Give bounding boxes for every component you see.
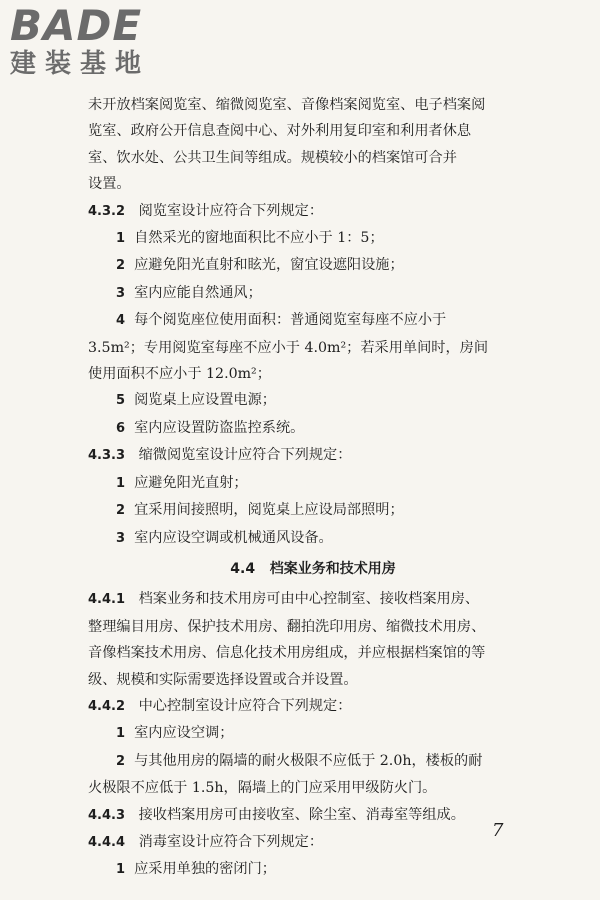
list-item bbox=[88, 470, 538, 497]
item-number: 1 bbox=[116, 862, 126, 878]
list-item bbox=[88, 720, 538, 747]
item-text: 应避免阳光直射和眩光，窗宜设遮阳设施； bbox=[134, 257, 404, 274]
clause-continuation: 级、规模和实际需要选择设置或合并设置。 bbox=[88, 671, 358, 688]
item-text: 室内应能自然通风； bbox=[134, 284, 262, 301]
clause-number: 4.4.4 bbox=[88, 834, 126, 850]
clause-text: 档案业务和技术用房可由中心控制室、接收档案用房、 bbox=[138, 591, 480, 608]
intro-line-1: 未开放档案阅览室、缩微阅览室、音像档案阅览室、电子档案阅 bbox=[88, 97, 486, 113]
clause-4-4-1 bbox=[88, 586, 538, 613]
clause-text: 阅览室设计应符合下列规定： bbox=[138, 202, 324, 219]
item-text: 自然采光的窗地面积比不应小于 1：5； bbox=[134, 230, 384, 247]
list-item bbox=[88, 497, 538, 524]
intro-line-4: 设置。 bbox=[88, 176, 131, 193]
item-text: 应采用单独的密闭门； bbox=[134, 861, 276, 878]
item-number: 5 bbox=[116, 393, 126, 409]
list-item bbox=[88, 856, 538, 883]
item-continuation: 3.5m²；专用阅览室每座不应小于 4.0m²；若采用单间时，房间 bbox=[88, 339, 489, 356]
item-number: 2 bbox=[116, 258, 126, 274]
list-item bbox=[88, 280, 538, 307]
list-item bbox=[88, 252, 538, 279]
clause-number: 4.4.2 bbox=[88, 698, 126, 714]
clause-4-3-2 bbox=[88, 198, 538, 225]
clause-number: 4.4.3 bbox=[88, 807, 126, 823]
item-text: 阅览桌上应设置电源； bbox=[134, 392, 276, 409]
clause-text: 中心控制室设计应符合下列规定： bbox=[138, 697, 352, 714]
clause-4-4-2 bbox=[88, 693, 538, 720]
item-number: 6 bbox=[116, 420, 126, 436]
list-item bbox=[88, 748, 538, 775]
item-number: 3 bbox=[116, 285, 126, 301]
item-text: 室内应设空调或机械通风设备。 bbox=[134, 529, 333, 546]
item-continuation: 使用面积不应小于 12.0m²； bbox=[88, 366, 271, 383]
clause-continuation: 整理编目用房、保护技术用房、翻拍洗印用房、缩微技术用房、 bbox=[88, 618, 486, 635]
logo-subtitle: 建装基地 bbox=[10, 49, 151, 79]
item-number: 2 bbox=[116, 753, 126, 769]
list-item bbox=[88, 307, 538, 334]
clause-text: 消毒室设计应符合下列规定： bbox=[138, 833, 324, 850]
clause-number: 4.3.2 bbox=[88, 203, 126, 219]
item-number: 3 bbox=[116, 530, 126, 546]
list-item bbox=[88, 387, 538, 414]
list-item bbox=[88, 225, 538, 252]
clause-4-4-4 bbox=[88, 829, 538, 856]
item-number: 1 bbox=[116, 726, 126, 742]
item-text: 室内应设置防盗监控系统。 bbox=[134, 419, 305, 436]
section-number: 4.4 bbox=[230, 560, 256, 577]
clause-4-4-3 bbox=[88, 802, 538, 829]
clause-number: 4.4.1 bbox=[88, 592, 126, 608]
clause-continuation: 音像档案技术用房、信息化技术用房组成，并应根据档案馆的等 bbox=[88, 645, 486, 662]
intro-line-2: 览室、政府公开信息查阅中心、对外利用复印室和利用者休息 bbox=[88, 123, 472, 140]
item-text: 室内应设空调； bbox=[134, 725, 234, 742]
intro-line-3: 室、饮水处、公共卫生间等组成。规模较小的档案馆可合并 bbox=[88, 149, 457, 166]
item-text: 与其他用房的隔墙的耐火极限不应低于 2.0h，楼板的耐 bbox=[134, 752, 483, 769]
item-continuation: 火极限不应低于 1.5h，隔墙上的门应采用甲级防火门。 bbox=[88, 780, 437, 797]
document-body bbox=[88, 92, 538, 884]
logo-wordmark: BADE bbox=[10, 1, 143, 50]
logo bbox=[10, 1, 180, 90]
item-number: 4 bbox=[116, 313, 126, 329]
clause-text: 接收档案用房可由接收室、除尘室、消毒室等组成。 bbox=[138, 806, 465, 823]
item-text: 宜采用间接照明，阅览桌上应设局部照明； bbox=[134, 502, 404, 519]
list-item bbox=[88, 525, 538, 552]
item-text: 应避免阳光直射； bbox=[134, 474, 248, 491]
clause-text: 缩微阅览室设计应符合下列规定： bbox=[138, 447, 352, 464]
clause-number: 4.3.3 bbox=[88, 448, 126, 464]
item-number: 2 bbox=[116, 503, 126, 519]
item-number: 1 bbox=[116, 475, 126, 491]
clause-4-3-3 bbox=[88, 442, 538, 469]
section-heading bbox=[88, 556, 538, 582]
item-text: 每个阅览座位使用面积：普通阅览室每座不应小于 bbox=[134, 312, 447, 329]
item-number: 1 bbox=[116, 231, 126, 247]
page-number: 7 bbox=[492, 820, 504, 841]
section-title-text: 档案业务和技术用房 bbox=[269, 560, 396, 577]
list-item bbox=[88, 415, 538, 442]
